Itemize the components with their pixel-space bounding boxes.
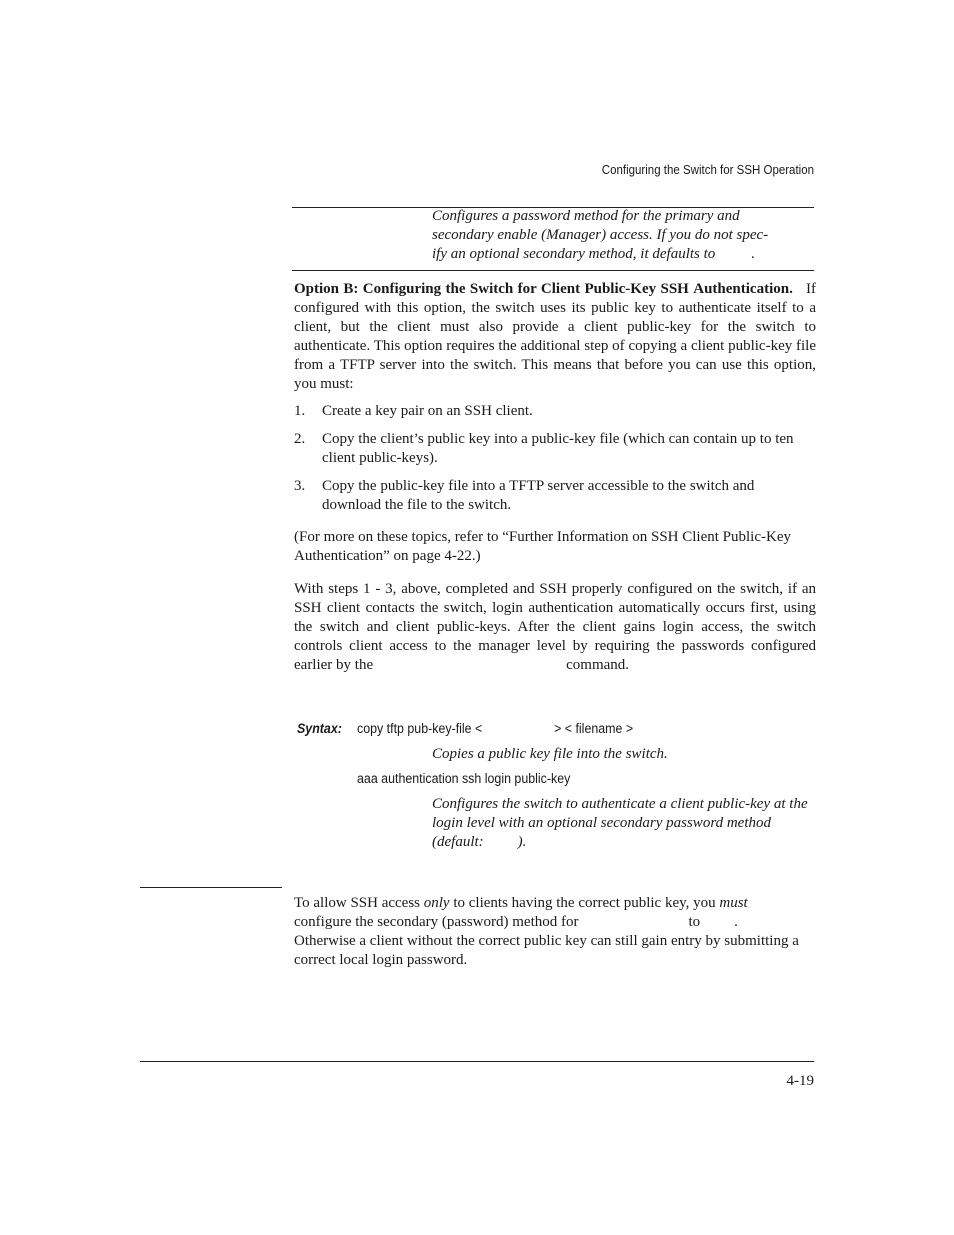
copy-command: copy tftp pub-key-file < > < filename > (357, 721, 634, 736)
desc-line-1: Configures a password method for the primary and (432, 208, 740, 224)
steps-list (294, 402, 816, 524)
syntax-label: Syntax: (297, 721, 342, 736)
option-b-heading: Option B: Configuring the Switch for Client Public-Key SSH (294, 281, 689, 297)
desc-line-2: secondary enable (Manager) access. If you do not spec- (432, 227, 769, 243)
list-item: 1. Create a key pair on an SSH client. (294, 403, 533, 419)
option-b-heading-2: Authentication. (693, 281, 793, 297)
table-bottom-rule (292, 270, 814, 271)
footer-rule (140, 1061, 814, 1062)
option-b-section (294, 280, 816, 394)
desc-line-3: ify an optional secondary method, it defaults to . (432, 246, 756, 262)
primary-secondary-description (432, 207, 817, 264)
list-item: 3. Copy the public-key file into a TFTP server accessible to the switch and download the file to the switch. (294, 478, 755, 513)
note-rule (140, 887, 282, 888)
list-item: 2. Copy the client’s public key into a public-key file (which can contain up to ten client public-keys). (294, 431, 794, 466)
note-paragraph: To allow SSH access only to clients having the correct public key, you must configure the secondary (password) method for to . Otherwise a client without the correct public key can still gain entry by submitting a correct local login password. (294, 895, 799, 968)
option-b-body: If configured with this option, the switch uses its public key to authenticate itself to a client, but the client must also provide a client public-key for the switch to authenticate. This option requires the additional step of copying a client public-key file from a TFTP server into the switch. This means that before you can use this option, you must: (294, 281, 817, 392)
aaa-description: Configures the switch to authenticate a client public-key at the login level with an optional secondary password method (default: ). (432, 796, 808, 850)
refer-paragraph: (For more on these topics, refer to “Further Information on SSH Client Public-Key Authentication” on page 4-22.) (294, 529, 791, 564)
aaa-command: aaa authentication ssh login public-key (357, 771, 571, 786)
steps-paragraph: With steps 1 - 3, above, completed and SSH properly configured on the switch, if an SSH client contacts the switch, login authentication automatically occurs first, using the switch and client public-keys. After the client gains login access, the switch controls client access to the manager level by requiring the passwords configured earlier by the command. (294, 581, 816, 673)
copy-description: Copies a public key file into the switch. (432, 746, 668, 762)
running-header: Configuring the Switch for SSH Operation (601, 163, 814, 177)
page-number: 4-19 (786, 1073, 814, 1089)
